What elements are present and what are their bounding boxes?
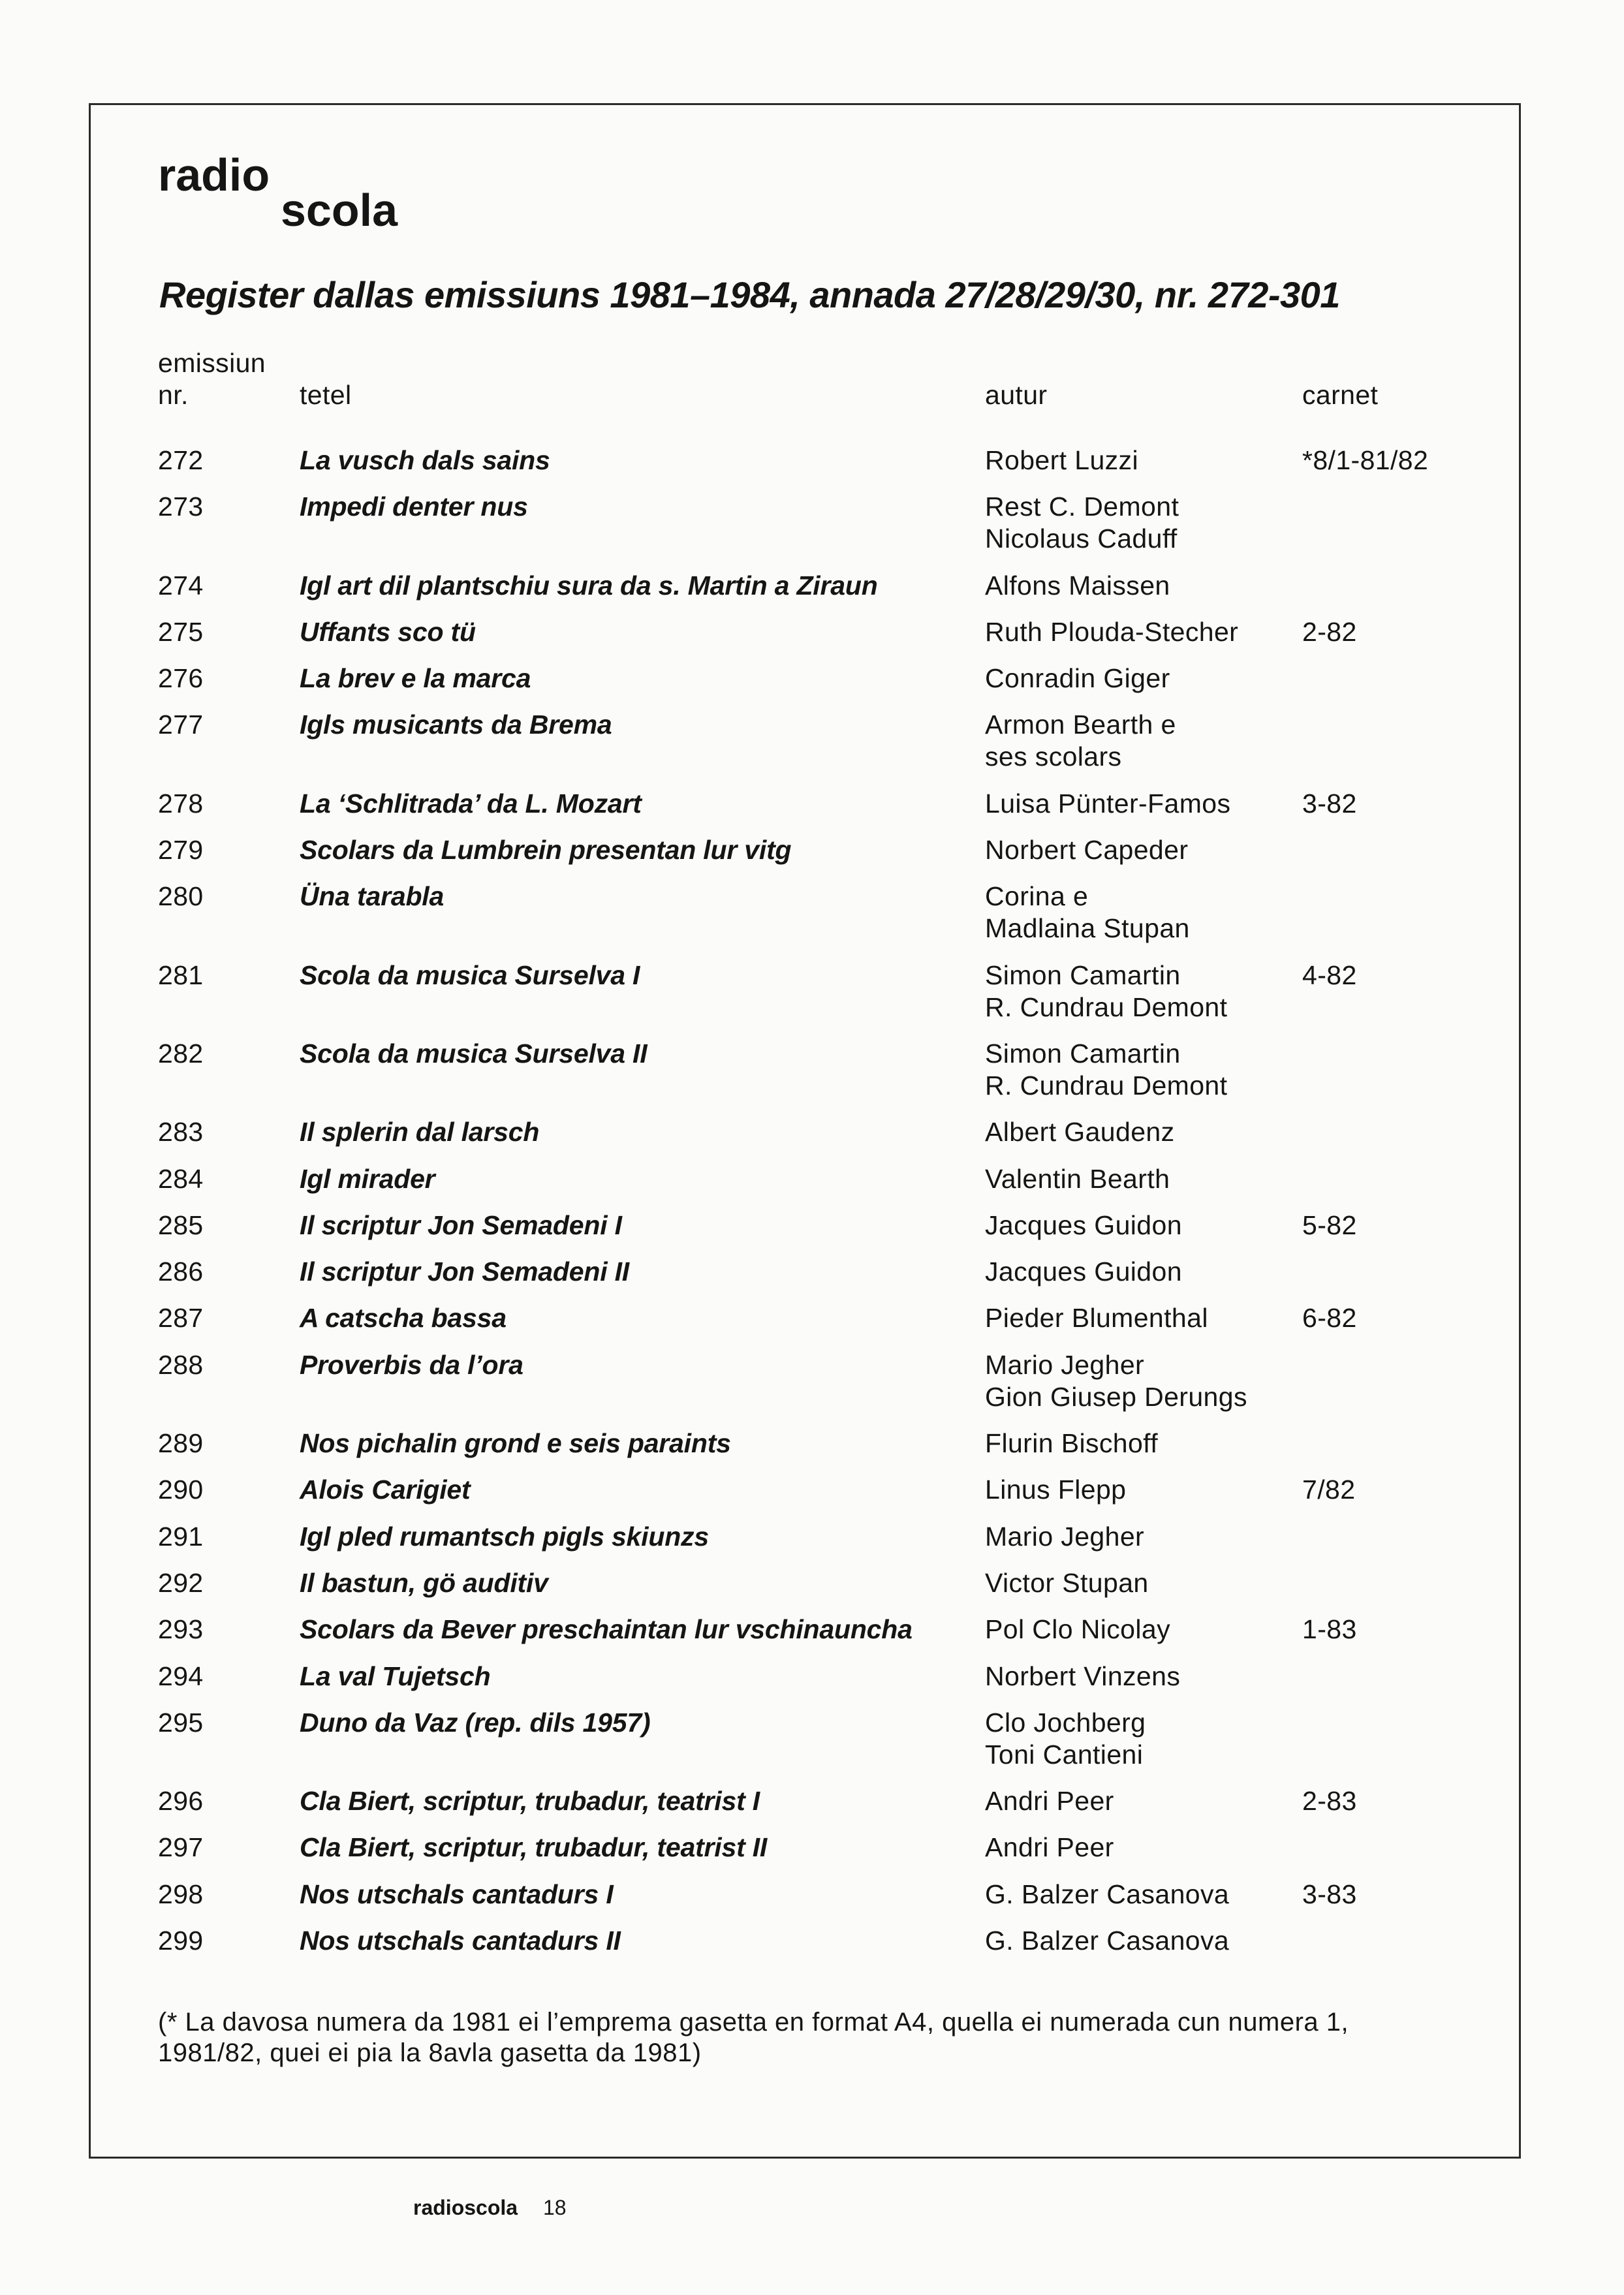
register-row (158, 616, 1498, 648)
row-author: Mario Jegher (985, 1521, 1145, 1552)
row-author: Armon Bearth e (985, 710, 1176, 740)
row-author: Simon Camartin (985, 960, 1181, 990)
row-authors (985, 1038, 1302, 1102)
row-number: 281 (158, 960, 204, 990)
row-title: Scolars da Lumbrein presentan lur vitg (300, 835, 792, 866)
register-row (158, 1925, 1498, 1957)
row-author: Conradin Giger (985, 663, 1170, 694)
row-author: Andri Peer (985, 1786, 1114, 1817)
row-number: 279 (158, 835, 204, 866)
row-booklet: 4-82 (1302, 960, 1357, 990)
row-author: Nicolaus Caduff (985, 523, 1178, 554)
row-author: R. Cundrau Demont (985, 1070, 1228, 1101)
row-authors (985, 491, 1302, 555)
register-row (158, 1879, 1498, 1911)
row-authors (985, 663, 1302, 695)
row-title: Nos pichalin grond e seis paraints (300, 1428, 731, 1459)
row-number: 286 (158, 1257, 204, 1287)
row-title: Igl pled rumantsch pigls skiunzs (300, 1521, 709, 1552)
row-booklet-empty (1302, 709, 1498, 773)
row-author: Corina e (985, 881, 1089, 912)
row-authors (985, 1210, 1302, 1241)
row-booklet-empty (1302, 1832, 1498, 1864)
row-author: Jacques Guidon (985, 1257, 1182, 1287)
register-row (158, 1567, 1498, 1599)
row-number: 272 (158, 445, 204, 475)
register-row (158, 1302, 1498, 1334)
row-number: 282 (158, 1038, 204, 1069)
masthead-radio: radio (158, 149, 270, 200)
row-title: Scola da musica Surselva II (300, 1038, 648, 1069)
row-booklet: *8/1-81/82 (1302, 445, 1429, 475)
row-booklet: 6-82 (1302, 1303, 1357, 1334)
row-number: 298 (158, 1879, 204, 1909)
page-title: Register dallas emissiuns 1981–1984, annada 27/28/29/30, nr. 272-301 (159, 274, 1340, 315)
row-booklet-empty (1302, 1256, 1498, 1288)
row-number: 287 (158, 1303, 204, 1334)
row-title: La brev e la marca (300, 663, 531, 694)
register-row (158, 1707, 1498, 1771)
row-number: 294 (158, 1661, 204, 1691)
row-authors (985, 1163, 1302, 1195)
row-booklet-empty (1302, 1925, 1498, 1957)
row-booklet-empty (1302, 1707, 1498, 1771)
row-author: Andri Peer (985, 1832, 1114, 1863)
row-number: 292 (158, 1567, 204, 1598)
row-authors (985, 1925, 1302, 1957)
row-booklet-empty (1302, 491, 1498, 555)
row-title: Alois Carigiet (300, 1475, 471, 1505)
row-booklet: 3-82 (1302, 788, 1357, 819)
register-row (158, 1038, 1498, 1102)
row-booklet: 5-82 (1302, 1210, 1357, 1240)
row-title: La vusch dals sains (300, 445, 550, 475)
register-row (158, 491, 1498, 555)
row-author: Pieder Blumenthal (985, 1303, 1208, 1334)
row-title: Scola da musica Surselva I (300, 960, 640, 990)
row-author: Linus Flepp (985, 1475, 1127, 1505)
row-author: Robert Luzzi (985, 445, 1138, 475)
row-title: La val Tujetsch (300, 1661, 491, 1691)
row-author: Clo Jochberg (985, 1707, 1146, 1738)
row-title: Igl mirader (300, 1163, 435, 1194)
row-author: Albert Gaudenz (985, 1117, 1175, 1148)
row-number: 289 (158, 1428, 204, 1459)
row-title: Il bastun, gö auditiv (300, 1567, 548, 1598)
row-number: 275 (158, 616, 204, 647)
row-authors (985, 1521, 1302, 1553)
row-booklet-empty (1302, 1163, 1498, 1195)
row-number: 280 (158, 881, 204, 912)
row-author: Toni Cantieni (985, 1739, 1144, 1770)
row-authors (985, 1116, 1302, 1148)
register-row (158, 1163, 1498, 1195)
row-number: 283 (158, 1117, 204, 1148)
row-author: Norbert Capeder (985, 835, 1189, 866)
row-authors (985, 1428, 1302, 1460)
row-booklet: 2-83 (1302, 1786, 1357, 1817)
row-booklet-empty (1302, 834, 1498, 866)
footnote (158, 2007, 1349, 2069)
row-title: Il scriptur Jon Semadeni I (300, 1210, 622, 1240)
row-booklet-empty (1302, 1428, 1498, 1460)
row-authors (985, 570, 1302, 602)
row-number: 273 (158, 492, 204, 522)
footer-publication: radioscola (413, 2196, 518, 2219)
row-authors (985, 788, 1302, 820)
row-booklet-empty (1302, 1349, 1498, 1413)
register-row (158, 1832, 1498, 1864)
row-title: Duno da Vaz (rep. dils 1957) (300, 1707, 651, 1738)
row-author: Valentin Bearth (985, 1163, 1170, 1194)
register-row (158, 1785, 1498, 1817)
column-header-number-line2: nr. (158, 380, 189, 410)
register-row (158, 709, 1498, 773)
row-booklet-empty (1302, 1661, 1498, 1693)
row-booklet-empty (1302, 663, 1498, 695)
footnote-line: (* La davosa numera da 1981 ei l’emprema gasetta en format A4, quella ei numerada cun numera 1, (158, 2008, 1349, 2037)
row-authors (985, 834, 1302, 866)
row-authors (985, 1567, 1302, 1599)
row-authors (985, 1474, 1302, 1506)
register-row (158, 445, 1498, 476)
row-authors (985, 1879, 1302, 1911)
row-booklet-empty (1302, 570, 1498, 602)
row-title: Il scriptur Jon Semadeni II (300, 1257, 629, 1287)
row-number: 288 (158, 1349, 204, 1380)
row-authors (985, 1832, 1302, 1864)
row-number: 290 (158, 1475, 204, 1505)
row-booklet: 1-83 (1302, 1614, 1357, 1645)
row-number: 299 (158, 1926, 204, 1956)
row-number: 276 (158, 663, 204, 694)
row-title: Impedi denter nus (300, 492, 528, 522)
footnote-line: 1981/82, quei ei pia la 8avla gasetta da 1981) (158, 2038, 702, 2067)
row-author: G. Balzer Casanova (985, 1879, 1230, 1909)
row-title: Nos utschals cantadurs I (300, 1879, 614, 1909)
row-authors (985, 1256, 1302, 1288)
row-author: Ruth Plouda-Stecher (985, 616, 1239, 647)
row-booklet: 2-82 (1302, 616, 1357, 647)
row-authors (985, 1707, 1302, 1771)
row-booklet: 3-83 (1302, 1879, 1357, 1909)
row-author: Jacques Guidon (985, 1210, 1182, 1240)
column-headers (158, 347, 1498, 411)
register-row (158, 1428, 1498, 1460)
row-author: Rest C. Demont (985, 492, 1179, 522)
row-title: A catscha bassa (300, 1303, 507, 1334)
row-number: 285 (158, 1210, 204, 1240)
row-booklet: 7/82 (1302, 1475, 1356, 1505)
row-author: Pol Clo Nicolay (985, 1614, 1170, 1645)
row-authors (985, 616, 1302, 648)
row-authors (985, 1302, 1302, 1334)
page-number: 18 (543, 2196, 567, 2219)
register-row (158, 1614, 1498, 1646)
register-row (158, 570, 1498, 602)
register-list (158, 445, 1498, 1971)
row-author: G. Balzer Casanova (985, 1926, 1230, 1956)
row-author: Mario Jegher (985, 1349, 1145, 1380)
column-header-author: autur (985, 380, 1048, 410)
row-authors (985, 960, 1302, 1023)
row-number: 274 (158, 570, 204, 601)
register-row (158, 1521, 1498, 1553)
row-author: Norbert Vinzens (985, 1661, 1181, 1691)
row-author: Madlaina Stupan (985, 913, 1190, 944)
register-row (158, 663, 1498, 695)
row-title: Il splerin dal larsch (300, 1117, 540, 1148)
row-number: 297 (158, 1832, 204, 1863)
row-author: R. Cundrau Demont (985, 991, 1228, 1022)
register-row (158, 1474, 1498, 1506)
row-number: 293 (158, 1614, 204, 1645)
register-row (158, 881, 1498, 945)
masthead-scola: scola (281, 185, 398, 236)
row-title: Scolars da Bever preschaintan lur vschinauncha (300, 1614, 913, 1645)
row-title: Üna tarabla (300, 881, 445, 912)
row-authors (985, 1349, 1302, 1413)
row-author: Gion Giusep Derungs (985, 1381, 1247, 1412)
register-row (158, 834, 1498, 866)
row-title: Proverbis da l’ora (300, 1349, 523, 1380)
row-number: 277 (158, 710, 204, 740)
row-title: Uffants sco tü (300, 616, 476, 647)
row-booklet-empty (1302, 1116, 1498, 1148)
column-header-booklet: carnet (1302, 380, 1379, 410)
column-header-number-line1: emissiun (158, 348, 266, 378)
row-title: Igl art dil plantschiu sura da s. Martin a Ziraun (300, 570, 878, 601)
row-title: Nos utschals cantadurs II (300, 1926, 621, 1956)
row-authors (985, 445, 1302, 476)
row-author: ses scolars (985, 742, 1122, 772)
row-authors (985, 1785, 1302, 1817)
row-authors (985, 709, 1302, 773)
row-number: 278 (158, 788, 204, 819)
register-row (158, 1116, 1498, 1148)
row-booklet-empty (1302, 1567, 1498, 1599)
row-authors (985, 881, 1302, 945)
column-header-title: tetel (300, 380, 352, 410)
row-authors (985, 1661, 1302, 1693)
register-row (158, 1256, 1498, 1288)
row-author: Alfons Maissen (985, 570, 1170, 601)
row-authors (985, 1614, 1302, 1646)
row-author: Luisa Pünter-Famos (985, 788, 1231, 819)
register-row (158, 960, 1498, 1023)
register-row (158, 788, 1498, 820)
row-author: Flurin Bischoff (985, 1428, 1159, 1459)
row-booklet-empty (1302, 1038, 1498, 1102)
row-number: 284 (158, 1163, 204, 1194)
row-title: Cla Biert, scriptur, trubadur, teatrist II (300, 1832, 768, 1863)
row-author: Simon Camartin (985, 1038, 1181, 1069)
row-number: 296 (158, 1786, 204, 1817)
row-number: 295 (158, 1707, 204, 1738)
row-title: Igls musicants da Brema (300, 710, 612, 740)
row-title: La ‘Schlitrada’ da L. Mozart (300, 788, 642, 819)
row-number: 291 (158, 1521, 204, 1552)
row-title: Cla Biert, scriptur, trubadur, teatrist I (300, 1786, 760, 1817)
register-row (158, 1349, 1498, 1413)
register-row (158, 1210, 1498, 1241)
row-booklet-empty (1302, 881, 1498, 945)
register-row (158, 1661, 1498, 1693)
row-author: Victor Stupan (985, 1567, 1149, 1598)
row-booklet-empty (1302, 1521, 1498, 1553)
